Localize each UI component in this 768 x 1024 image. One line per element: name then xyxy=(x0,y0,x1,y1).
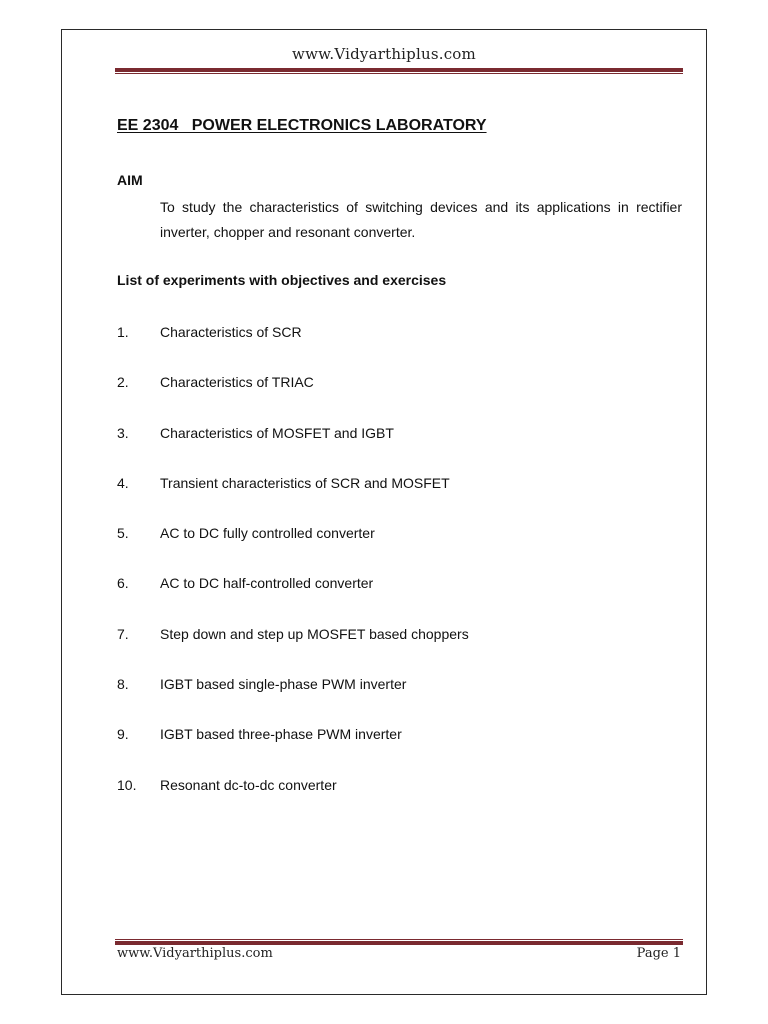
list-item-number: 4. xyxy=(117,474,129,491)
list-item-number: 3. xyxy=(117,424,129,441)
list-item xyxy=(117,372,469,422)
header-rule xyxy=(115,68,683,72)
list-item-text: Characteristics of MOSFET and IGBT xyxy=(160,424,394,441)
experiments-list-heading: List of experiments with objectives and exercises xyxy=(117,272,447,288)
footer-rule xyxy=(115,941,683,945)
list-item-text: Transient characteristics of SCR and MOSFET xyxy=(160,474,450,491)
list-item-number: 1. xyxy=(117,324,129,340)
list-item xyxy=(117,775,469,825)
list-item-text: AC to DC fully controlled converter xyxy=(160,525,375,542)
aim-heading: AIM xyxy=(117,172,143,188)
list-item xyxy=(117,423,469,473)
page-number: Page 1 xyxy=(636,946,681,961)
list-item-text: Resonant dc-to-dc converter xyxy=(160,776,337,793)
list-item-text: Step down and step up MOSFET based choppers xyxy=(160,625,469,642)
list-item xyxy=(117,322,469,372)
header-url: www.Vidyarthiplus.com xyxy=(292,45,476,63)
footer-url: www.Vidyarthiplus.com xyxy=(117,946,273,961)
list-item-number: 7. xyxy=(117,625,129,642)
list-item-number: 8. xyxy=(117,676,129,693)
list-item-number: 9. xyxy=(117,726,129,743)
list-item xyxy=(117,624,469,674)
list-item xyxy=(117,573,469,623)
list-item-text: Characteristics of SCR xyxy=(160,324,302,340)
header-rule-thin xyxy=(115,73,683,74)
list-item-number: 5. xyxy=(117,525,129,542)
document-title: EE 2304 POWER ELECTRONICS LABORATORY xyxy=(117,117,487,134)
list-item xyxy=(117,674,469,724)
list-item xyxy=(117,523,469,573)
list-item xyxy=(117,473,469,523)
list-item-number: 6. xyxy=(117,575,129,592)
list-item xyxy=(117,724,469,774)
list-item-text: IGBT based three-phase PWM inverter xyxy=(160,726,402,743)
list-item-text: Characteristics of TRIAC xyxy=(160,374,314,391)
list-item-number: 10. xyxy=(117,776,137,793)
list-item-text: AC to DC half-controlled converter xyxy=(160,575,374,592)
list-item-text: IGBT based single-phase PWM inverter xyxy=(160,676,407,693)
experiments-list xyxy=(117,322,469,825)
list-item-number: 2. xyxy=(117,374,129,391)
aim-text: To study the characteristics of switching devices and its applications in rectifier inverter, chopper and resonant converter. xyxy=(160,199,682,240)
footer-rule-thin xyxy=(115,939,683,940)
